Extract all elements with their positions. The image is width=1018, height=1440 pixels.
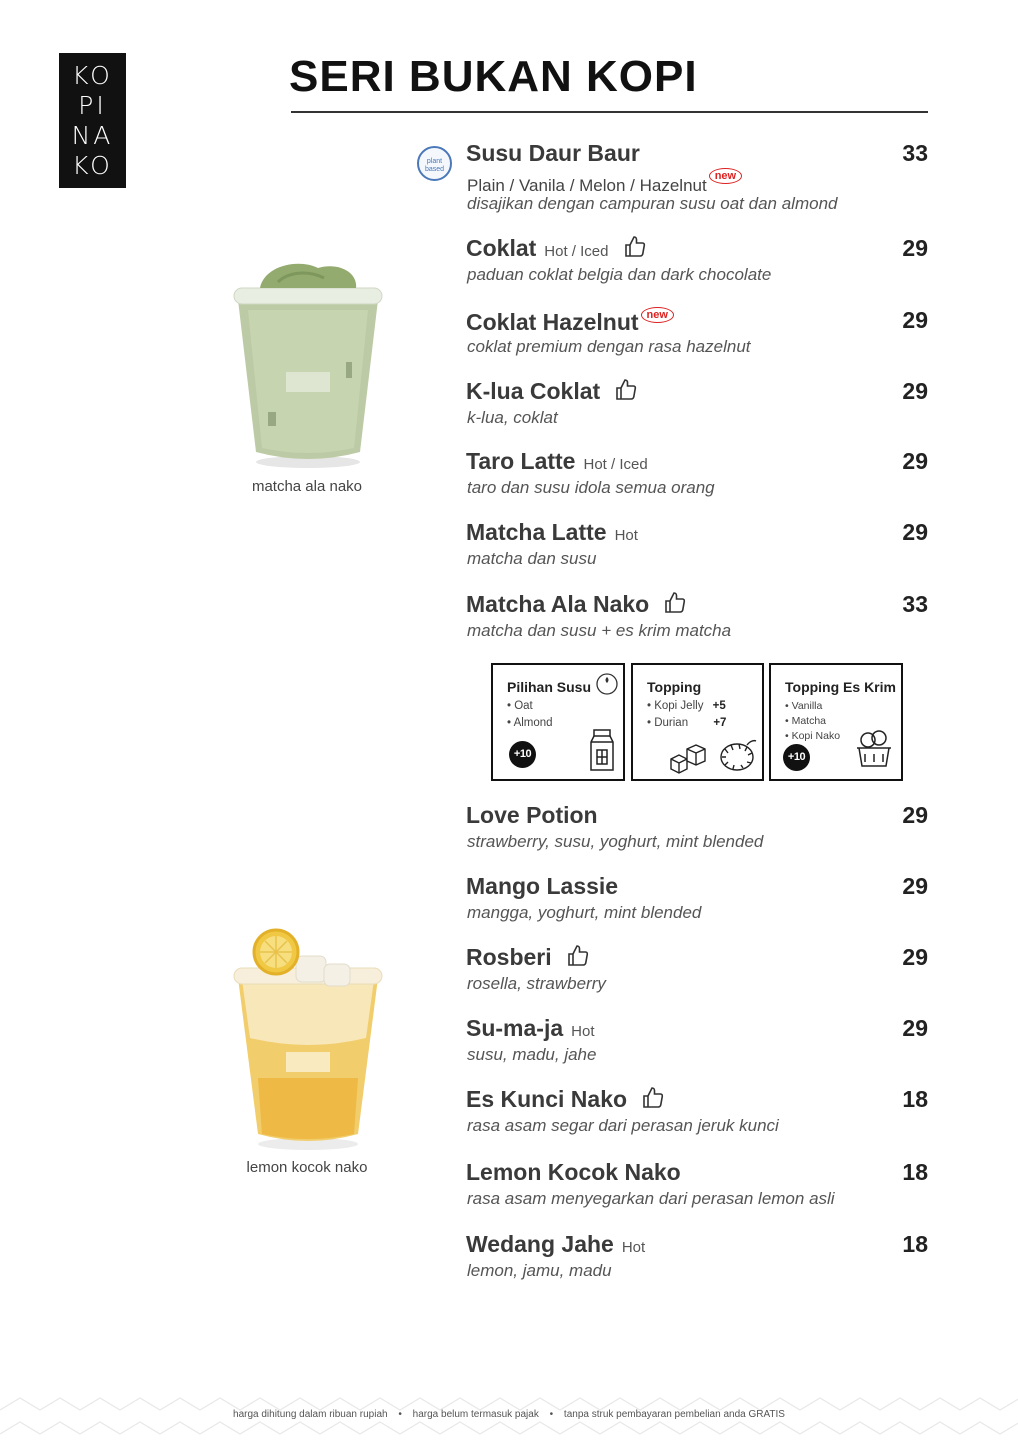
item-options: Plain / Vanila / Melon / Hazelnut new	[467, 168, 742, 196]
item-description: k-lua, coklat	[467, 408, 558, 427]
menu-item	[466, 519, 928, 581]
item-description: taro dan susu idola semua orang	[467, 478, 715, 497]
item-price: 29	[902, 235, 928, 261]
photo-caption: lemon kocok nako	[246, 1159, 368, 1176]
logo-text-row: PI	[78, 91, 107, 120]
item-price: 29	[902, 1015, 928, 1041]
menu-item	[466, 235, 928, 297]
item-price: 33	[902, 140, 928, 166]
footer-note: harga dihitung dalam ribuan rupiah	[233, 1409, 388, 1420]
menu-item	[466, 140, 928, 213]
price-circle: +10	[509, 741, 536, 768]
menu-item	[466, 448, 928, 510]
item-temperature-tag: Hot / Iced	[583, 456, 648, 473]
item-name: Susu Daur Baur	[466, 140, 640, 166]
menu-item	[466, 1086, 928, 1148]
price-circle: +10	[783, 744, 810, 771]
item-price: 29	[902, 378, 928, 404]
item-name: Taro Latte Hot / Iced	[466, 448, 648, 474]
item-name: Coklat Hot / Iced	[466, 235, 647, 262]
item-temperature-tag: Hot	[571, 1023, 595, 1040]
option-title: Topping	[647, 679, 702, 695]
title-divider	[291, 111, 928, 113]
thumbs-up-icon	[623, 235, 647, 259]
thumbs-up-icon	[641, 1086, 665, 1110]
item-description: paduan coklat belgia dan dark chocolate	[467, 265, 772, 284]
menu-item	[466, 1015, 928, 1077]
item-price: 33	[902, 591, 928, 617]
option-line: • Kopi Nako	[785, 730, 841, 742]
milk-option-box	[491, 663, 625, 781]
new-badge: new	[709, 168, 742, 184]
item-description: lemon, jamu, madu	[467, 1261, 612, 1280]
jelly-cubes-icon	[669, 739, 715, 777]
item-description: rosella, strawberry	[467, 974, 606, 993]
item-name: Mango Lassie	[466, 873, 619, 899]
photo-caption: matcha ala nako	[251, 478, 363, 495]
footer-separator: •	[549, 1409, 554, 1420]
thumbs-up-icon	[614, 378, 638, 402]
option-line: • Matcha	[785, 715, 827, 727]
option-line: • Vanilla	[785, 700, 823, 712]
thumbs-up-icon	[566, 944, 590, 968]
option-title: Topping Es Krim	[785, 679, 896, 695]
durian-icon	[717, 735, 759, 775]
menu-item	[466, 873, 928, 935]
item-name: Matcha Latte Hot	[466, 519, 638, 545]
option-line: • Oat	[507, 700, 533, 712]
option-line: • Kopi Jelly +5	[647, 700, 726, 712]
menu-item	[466, 378, 928, 440]
logo-text-row: KO	[72, 151, 113, 180]
item-price: 29	[902, 448, 928, 474]
item-description: susu, madu, jahe	[467, 1045, 597, 1064]
item-temperature-tag: Hot / Iced	[544, 243, 609, 260]
plant-based-icon	[596, 673, 618, 695]
item-price: 18	[902, 1231, 928, 1257]
brand-logo	[59, 53, 126, 188]
item-price: 29	[902, 873, 928, 899]
item-price: 29	[902, 307, 928, 333]
logo-text-row: KO	[72, 61, 113, 90]
logo-text-row: NA	[71, 121, 114, 150]
new-badge: new	[641, 307, 674, 323]
item-description: coklat premium dengan rasa hazelnut	[467, 337, 751, 356]
item-description: rasa asam menyegarkan dari perasan lemon asli	[467, 1189, 835, 1208]
option-line: • Almond	[507, 717, 553, 729]
footer-notes	[0, 1409, 1018, 1420]
menu-item	[466, 591, 928, 653]
item-name: Su-ma-ja Hot	[466, 1015, 595, 1041]
item-name: Coklat Hazelnut new	[466, 307, 674, 336]
item-name: Lemon Kocok Nako	[466, 1159, 681, 1185]
item-description: rasa asam segar dari perasan jeruk kunci	[467, 1116, 779, 1135]
plant-based-badge-icon: plant based	[417, 146, 452, 181]
ice-cream-option-box	[769, 663, 903, 781]
footer-note: tanpa struk pembayaran pembelian anda GRATIS	[563, 1409, 785, 1420]
topping-option-box	[631, 663, 764, 781]
item-name: K-lua Coklat	[466, 378, 638, 405]
option-line: • Durian +7	[647, 717, 727, 729]
option-title: Pilihan Susu	[507, 679, 592, 695]
menu-item	[466, 307, 928, 369]
item-description: strawberry, susu, yoghurt, mint blended	[467, 832, 764, 851]
item-description: disajikan dengan campuran susu oat dan almond	[467, 194, 838, 213]
item-price: 29	[902, 944, 928, 970]
menu-item	[466, 1231, 928, 1293]
menu-item	[466, 1159, 928, 1221]
item-name: Wedang Jahe Hot	[466, 1231, 646, 1257]
ice-cream-cup-icon	[855, 728, 893, 770]
item-name: Rosberi	[466, 944, 590, 971]
item-price: 29	[902, 802, 928, 828]
item-temperature-tag: Hot	[614, 527, 638, 544]
item-name: Es Kunci Nako	[466, 1086, 665, 1113]
milk-carton-icon	[589, 728, 615, 772]
thumbs-up-icon	[663, 591, 687, 615]
item-description: matcha dan susu + es krim matcha	[467, 621, 732, 640]
footer-note: harga belum termasuk pajak	[412, 1409, 539, 1420]
menu-item	[466, 944, 928, 1006]
page-title: SERI BUKAN KOPI	[289, 52, 698, 101]
footer-separator: •	[398, 1409, 402, 1420]
item-description: matcha dan susu	[467, 549, 597, 568]
item-name: Matcha Ala Nako	[466, 591, 687, 618]
lemon-kocok-nako-photo	[228, 928, 388, 1152]
item-price: 18	[902, 1086, 928, 1112]
item-price: 18	[902, 1159, 928, 1185]
item-name: Love Potion	[466, 802, 598, 828]
item-price: 29	[902, 519, 928, 545]
menu-item	[466, 802, 928, 864]
item-temperature-tag: Hot	[621, 1239, 646, 1256]
item-description: mangga, yoghurt, mint blended	[467, 903, 702, 922]
matcha-ala-nako-photo	[228, 262, 388, 472]
